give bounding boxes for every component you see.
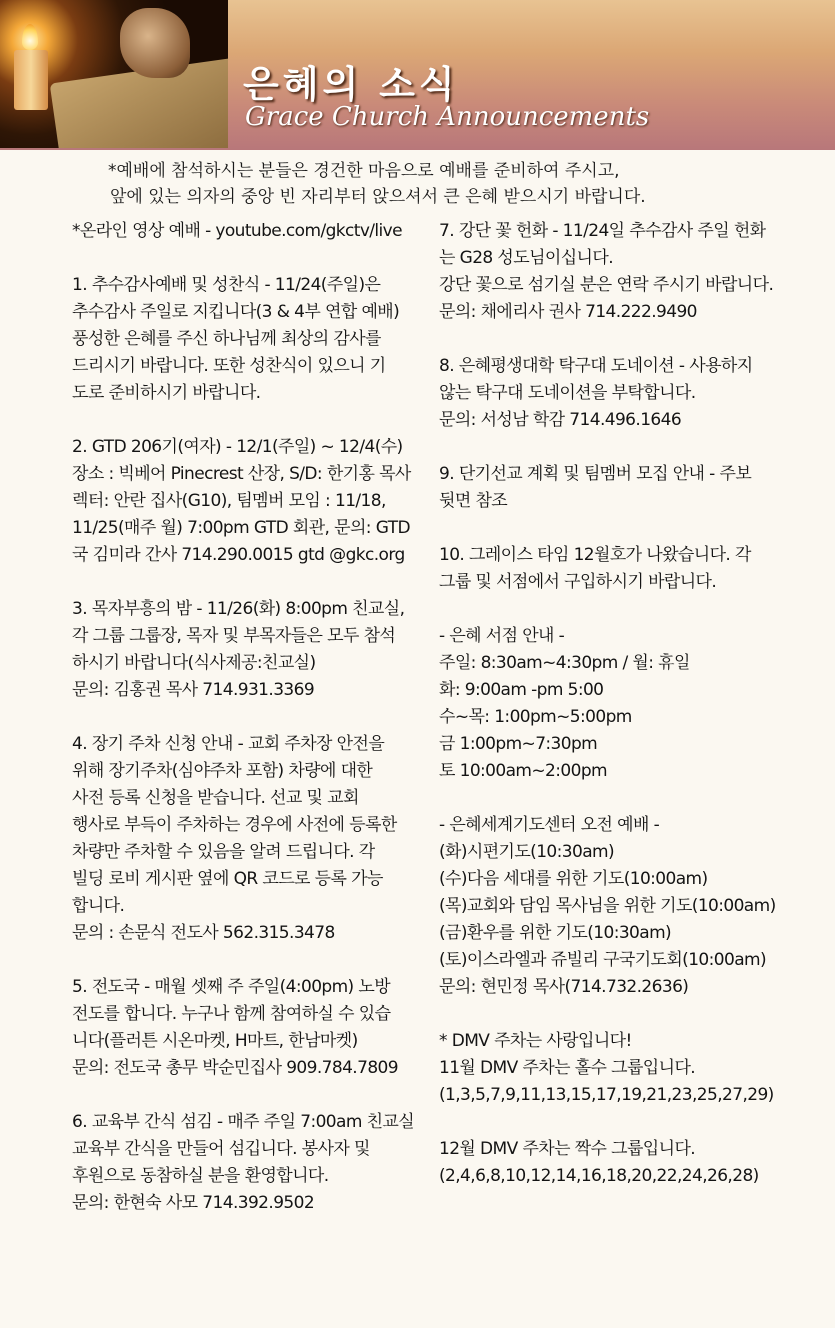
announcement-item [439,1136,803,1190]
left-announcement-column [72,218,430,1244]
announcement-line: 8. 은혜평생대학 탁구대 도네이션 - 사용하지 [439,356,753,376]
announcement-line: 위해 장기주차(심야주차 포함) 차량에 대한 [72,761,373,781]
announcement-item [72,1109,430,1217]
announcement-line: 7. 강단 꽃 헌화 - 11/24일 추수감사 주일 헌화 [439,221,766,241]
announcement-line: 도로 준비하시기 바랍니다. [72,383,261,403]
announcement-line: - 은혜세계기도센터 오전 예배 - [439,815,660,835]
announcement-line: 문의: 현민정 목사(714.732.2636) [439,977,689,997]
announcement-line: 추수감사 주일로 지킵니다(3 & 4부 연합 예배) [72,302,400,322]
announcement-line: * DMV 주차는 사랑입니다! [439,1031,632,1051]
candle-prayer-photo [0,0,228,148]
announcement-line: 4. 장기 주차 신청 안내 - 교회 주차장 안전을 [72,734,385,754]
announcement-line: *온라인 영상 예배 - youtube.com/gkctv/live [72,221,402,241]
announcement-item [72,974,430,1082]
header-banner [0,0,835,150]
page-title: 은혜의 소식 [243,63,459,106]
announcement-line: 뒷면 참조 [439,491,508,511]
announcement-line: 는 G28 성도님이십니다. [439,248,613,268]
announcement-line: 주일: 8:30am~4:30pm / 월: 휴일 [439,653,690,673]
flame-icon [22,24,38,50]
announcement-line: 강단 꽃으로 섬기실 분은 연락 주시기 바랍니다. [439,275,774,295]
announcement-line: 사전 등록 신청을 받습니다. 선교 및 교회 [72,788,359,808]
announcement-line: 후원으로 동참하실 분을 환영합니다. [72,1166,329,1186]
announcement-line: 교육부 간식을 만들어 섬깁니다. 봉사자 및 [72,1139,370,1159]
announcement-line: (1,3,5,7,9,11,13,15,17,19,21,23,25,27,29) [439,1085,774,1105]
announcement-item [439,542,803,596]
announcement-line: 6. 교육부 간식 섬김 - 매주 주일 7:00am 친교실 [72,1112,415,1132]
intro-notice [108,158,748,210]
announcement-line: 문의 : 손문식 전도사 562.315.3478 [72,923,335,943]
announcement-line: 화: 9:00am -pm 5:00 [439,680,604,700]
announcement-line: 장소 : 빅베어 Pinecrest 산장, S/D: 한기홍 목사 [72,464,411,484]
intro-line: 앞에 있는 의자의 중앙 빈 자리부터 앉으셔서 큰 은혜 받으시기 바랍니다. [110,187,646,207]
announcement-line: 빌딩 로비 게시판 옆에 QR 코드로 등록 가능 [72,869,383,889]
announcement-line: 그룹 및 서점에서 구입하시기 바랍니다. [439,572,717,592]
announcement-line: 국 김미라 간사 714.290.0015 gtd @gkc.org [72,545,405,565]
announcement-item [72,272,430,407]
announcement-line: 수~목: 1:00pm~5:00pm [439,707,632,727]
announcement-line: 풍성한 은혜를 주신 하나님께 최상의 감사를 [72,329,381,349]
announcement-line: 3. 목자부흥의 밤 - 11/26(화) 8:00pm 친교실, [72,599,405,619]
announcement-line: 행사로 부득이 주차하는 경우에 사전에 등록한 [72,815,397,835]
announcement-line: 전도를 합니다. 누구나 함께 참여하실 수 있습 [72,1004,391,1024]
announcement-line: 문의: 전도국 총무 박순민집사 909.784.7809 [72,1058,398,1078]
announcement-line: (토)이스라엘과 쥬빌리 구국기도회(10:00am) [439,950,767,970]
announcement-line: 1. 추수감사예배 및 성찬식 - 11/24(주일)은 [72,275,381,295]
announcement-line: 금 1:00pm~7:30pm [439,734,598,754]
page-subtitle: Grace Church Announcements [245,102,650,132]
right-announcement-column [439,218,803,1217]
announcement-line: 니다(플러튼 시온마켓, H마트, 한남마켓) [72,1031,358,1051]
announcement-line: 10. 그레이스 타임 12월호가 나왔습니다. 각 [439,545,751,565]
announcement-line: - 은혜 서점 안내 - [439,626,565,646]
announcement-line: 문의: 김홍권 목사 714.931.3369 [72,680,315,700]
announcement-item [439,623,803,785]
announcement-line: 문의: 채에리사 권사 714.222.9490 [439,302,697,322]
announcement-line: 12월 DMV 주차는 짝수 그룹입니다. [439,1139,696,1159]
announcement-item [72,218,430,245]
announcement-line: (금)환우를 위한 기도(10:30am) [439,923,672,943]
announcement-item [439,1028,803,1109]
announcement-line: 5. 전도국 - 매월 셋째 주 주일(4:00pm) 노방 [72,977,391,997]
announcement-item [439,461,803,515]
praying-hands-image [120,8,190,78]
announcement-line: 않는 탁구대 도네이션을 부탁합니다. [439,383,696,403]
announcement-line: (목)교회와 담임 목사님을 위한 기도(10:00am) [439,896,776,916]
announcement-line: 합니다. [72,896,125,916]
announcement-line: (수)다음 세대를 위한 기도(10:00am) [439,869,708,889]
announcement-line: 렉터: 안란 집사(G10), 팀멤버 모임 : 11/18, [72,491,386,511]
announcement-item [439,353,803,434]
announcement-item [439,218,803,326]
candle-icon [14,50,48,110]
announcement-line: 9. 단기선교 계획 및 팀멤버 모집 안내 - 주보 [439,464,752,484]
announcement-line: (화)시편기도(10:30am) [439,842,615,862]
announcement-line: 2. GTD 206기(여자) - 12/1(주일) ~ 12/4(수) [72,437,403,457]
announcement-line: 차량만 주차할 수 있음을 알려 드립니다. 각 [72,842,375,862]
announcement-item [72,731,430,947]
announcement-line: 문의: 서성남 학감 714.496.1646 [439,410,682,430]
announcement-line: 토 10:00am~2:00pm [439,761,607,781]
announcement-line: 각 그룹 그룹장, 목자 및 부목자들은 모두 참석 [72,626,396,646]
announcement-line: 11월 DMV 주차는 홀수 그룹입니다. [439,1058,696,1078]
announcement-line: 11/25(매주 월) 7:00pm GTD 회관, 문의: GTD [72,518,410,538]
announcement-item [439,812,803,1001]
announcement-line: (2,4,6,8,10,12,14,16,18,20,22,24,26,28) [439,1166,759,1186]
announcement-line: 드리시기 바랍니다. 또한 성찬식이 있으니 기 [72,356,386,376]
announcement-item [72,434,430,569]
announcement-line: 하시기 바랍니다(식사제공:친교실) [72,653,316,673]
announcement-item [72,596,430,704]
intro-line: *예배에 참석하시는 분들은 경건한 마음으로 예배를 준비하여 주시고, [108,161,620,181]
announcement-line: 문의: 한현숙 사모 714.392.9502 [72,1193,315,1213]
